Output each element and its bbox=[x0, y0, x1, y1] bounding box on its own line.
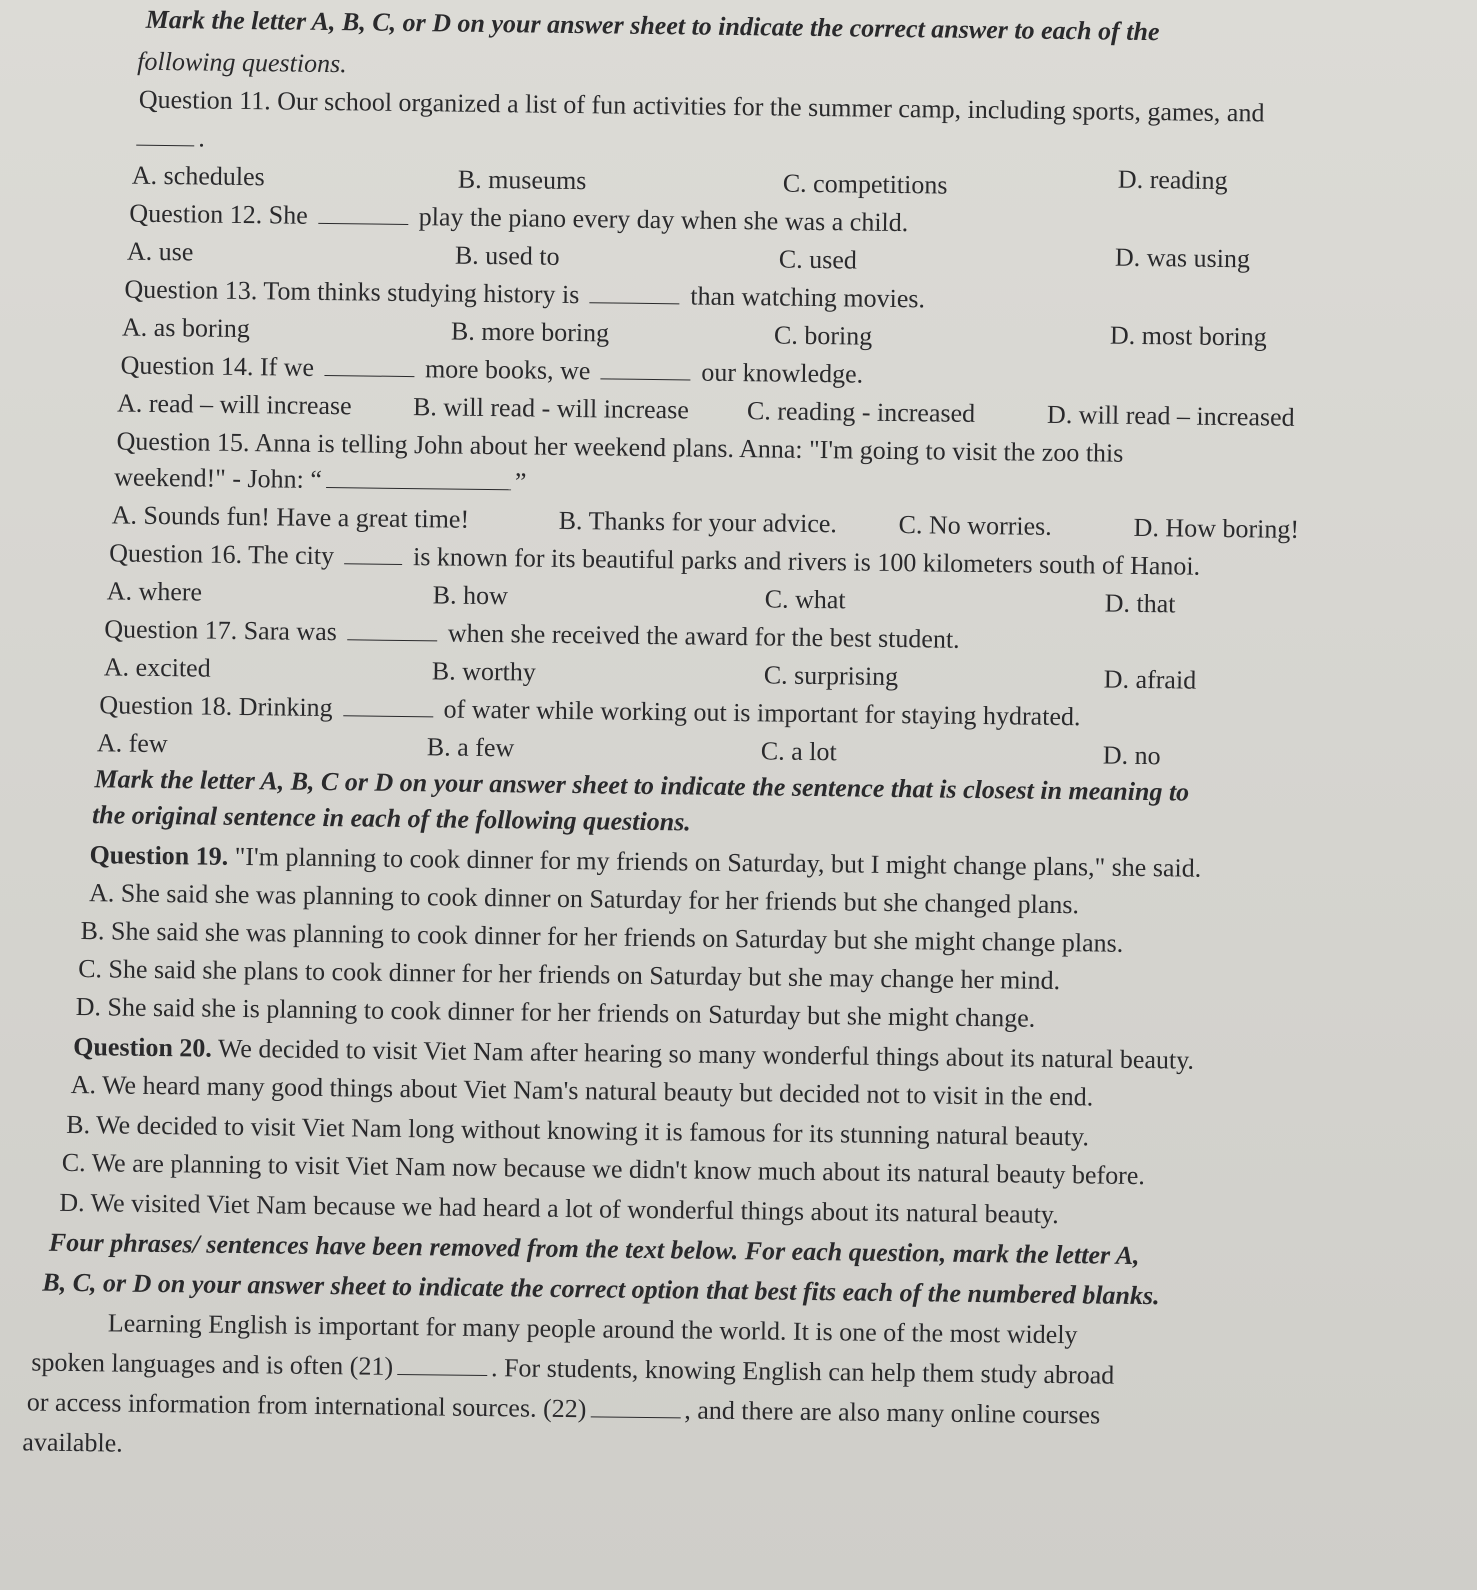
question-label: Question 18. bbox=[99, 690, 233, 721]
passage-line2 bbox=[31, 1346, 1114, 1391]
question-text-after: than watching movies. bbox=[690, 281, 926, 314]
question-label: Question 17. bbox=[104, 614, 238, 645]
passage-line4: available. bbox=[22, 1427, 123, 1458]
option-c: C. surprising bbox=[763, 660, 899, 692]
option-b: B. We decided to visit Viet Nam long without knowing it is famous for its stunning natural beauty. bbox=[66, 1109, 1090, 1152]
option-c: C. She said she plans to cook dinner for her friends on Saturday but she may change her mind. bbox=[77, 954, 1061, 996]
question-text-before: The city bbox=[247, 540, 335, 571]
option-a: A. She said she was planning to cook dinner on Saturday for her friends but she changed plans. bbox=[88, 878, 1080, 920]
option-c: C. what bbox=[764, 584, 846, 615]
section3-instruction-line1: Four phrases/ sentences have been removed from the text below. For each question, mark the letter A, bbox=[48, 1227, 1140, 1271]
option-d: D. We visited Viet Nam because we had heard a lot of wonderful things about its natural beauty. bbox=[59, 1187, 1059, 1230]
option-b: B. how bbox=[432, 580, 509, 611]
question-14 bbox=[120, 350, 863, 391]
passage-text-before-22: or access information from international sources. (22) bbox=[26, 1387, 587, 1424]
question-text: Anna is telling John about her weekend plans. Anna: "I'm going to visit the zoo this bbox=[254, 428, 1124, 468]
option-a: A. schedules bbox=[131, 160, 265, 192]
option-a: A. We heard many good things about Viet Nam's natural beauty but decided not to visit in the end. bbox=[70, 1069, 1094, 1112]
question-text-before: She bbox=[268, 200, 308, 230]
answer-blank bbox=[318, 201, 408, 225]
question-label: Question 14. bbox=[120, 350, 254, 382]
question-16 bbox=[109, 537, 1200, 582]
question-label: Question 15. bbox=[116, 426, 250, 458]
option-b: B. Thanks for your advice. bbox=[558, 505, 838, 539]
passage-text-after-22: , and there are also many online courses bbox=[684, 1395, 1101, 1430]
option-c: C. used bbox=[778, 244, 858, 275]
question-text-before: Drinking bbox=[238, 691, 333, 723]
option-d: D. was using bbox=[1114, 242, 1251, 274]
question-text-part3: our knowledge. bbox=[701, 357, 864, 389]
section1-instruction-line1: Mark the letter A, B, C, or D on your answer sheet to indicate the correct answer to each of the bbox=[145, 4, 1160, 47]
option-b: B. She said she was planning to cook dinner for her friends on Saturday but she might change plans. bbox=[80, 916, 1124, 958]
option-b: B. more boring bbox=[450, 316, 610, 348]
question-text: Our school organized a list of fun activities for the summer camp, including sports, games, and bbox=[277, 86, 1265, 128]
question-11-continuation: . bbox=[132, 122, 205, 155]
answer-blank bbox=[136, 123, 194, 147]
option-b: B. will read - will increase bbox=[412, 392, 690, 425]
passage-text-before-21: spoken languages and is often (21) bbox=[31, 1347, 394, 1381]
question-12 bbox=[129, 198, 908, 240]
question-19 bbox=[89, 839, 1201, 885]
question-17 bbox=[104, 613, 960, 655]
option-a: A. use bbox=[126, 236, 194, 267]
answer-blank bbox=[601, 356, 691, 380]
option-c: C. boring bbox=[773, 320, 873, 351]
question-label: Question 13. bbox=[124, 274, 258, 306]
option-a: A. read – will increase bbox=[116, 388, 352, 421]
option-a: A. few bbox=[96, 728, 168, 759]
question-text-after: play the piano every day when she was a child. bbox=[418, 202, 909, 238]
question-label: Question 12. bbox=[129, 198, 263, 230]
answer-blank bbox=[343, 693, 433, 717]
option-d: D. will read – increased bbox=[1046, 399, 1295, 432]
option-d: D. most boring bbox=[1109, 320, 1267, 352]
option-c: C. a lot bbox=[760, 736, 837, 767]
option-c: C. competitions bbox=[782, 168, 948, 200]
section2-instruction-line1: Mark the letter A, B, C or D on your answer sheet to indicate the sentence that is closest in meaning to bbox=[94, 764, 1190, 807]
question-text: We decided to visit Viet Nam after hearing so many wonderful things about its natural beauty. bbox=[217, 1033, 1195, 1075]
question-11 bbox=[139, 84, 1265, 130]
option-b: B. used to bbox=[454, 240, 560, 271]
question-text-before: Tom thinks studying history is bbox=[263, 276, 580, 310]
question-text-after: of water while working out is important for staying hydrated. bbox=[443, 694, 1081, 732]
option-a: A. as boring bbox=[121, 312, 251, 344]
option-d: D. How boring! bbox=[1133, 512, 1300, 544]
option-d: D. reading bbox=[1117, 164, 1228, 196]
option-c: C. No worries. bbox=[898, 510, 1052, 541]
question-text-part2: more books, we bbox=[424, 354, 591, 386]
question-label: Question 19. bbox=[89, 840, 229, 871]
question-text-after: ” bbox=[514, 467, 527, 497]
answer-blank-22 bbox=[590, 1394, 680, 1418]
answer-blank bbox=[324, 353, 414, 377]
option-a: A. excited bbox=[103, 652, 211, 683]
question-text: "I'm planning to cook dinner for my friends on Saturday, but I might change plans," she said. bbox=[234, 841, 1202, 883]
answer-blank bbox=[590, 280, 680, 304]
question-text-after: is known for its beautiful parks and rivers is 100 kilometers south of Hanoi. bbox=[412, 542, 1201, 581]
question-15-continuation bbox=[114, 461, 527, 498]
section2-instruction-line2: the original sentence in each of the following questions. bbox=[91, 800, 691, 837]
question-20 bbox=[73, 1031, 1194, 1077]
option-b: B. a few bbox=[426, 732, 515, 763]
question-label: Question 20. bbox=[73, 1031, 213, 1063]
answer-blank-21 bbox=[397, 1352, 487, 1376]
question-text-after: when she received the award for the best student. bbox=[447, 618, 960, 654]
option-c: C. We are planning to visit Viet Nam now because we didn't know much about its natural beauty before. bbox=[61, 1147, 1146, 1191]
option-d: D. that bbox=[1104, 588, 1176, 619]
question-18 bbox=[99, 689, 1080, 733]
question-text-part1: If we bbox=[259, 352, 315, 382]
question-13 bbox=[124, 274, 925, 316]
passage-line3 bbox=[27, 1386, 1101, 1431]
answer-blank bbox=[344, 541, 402, 565]
option-c: C. reading - increased bbox=[746, 396, 976, 428]
question-label: Question 16. bbox=[109, 538, 243, 569]
option-b: B. museums bbox=[457, 164, 587, 196]
option-d: D. She said she is planning to cook dinner for her friends on Saturday but she might change. bbox=[75, 992, 1036, 1033]
section3-instruction-line2: B, C, or D on your answer sheet to indicate the correct option that best fits each of the numbered blanks. bbox=[42, 1267, 1160, 1311]
answer-blank bbox=[347, 617, 437, 641]
question-label: Question 11. bbox=[138, 84, 271, 116]
option-a: A. Sounds fun! Have a great time! bbox=[111, 500, 470, 534]
option-a: A. where bbox=[106, 576, 203, 607]
question-text-before: Sara was bbox=[243, 616, 338, 647]
option-d: D. no bbox=[1102, 740, 1161, 771]
option-d: D. afraid bbox=[1103, 664, 1197, 695]
passage-text-after-21: . For students, knowing English can help them study abroad bbox=[490, 1353, 1115, 1390]
passage-line1: Learning English is important for many people around the world. It is one of the most widely bbox=[107, 1308, 1078, 1350]
answer-blank bbox=[326, 465, 511, 490]
section1-instruction-line2: following questions. bbox=[137, 46, 347, 79]
option-b: B. worthy bbox=[431, 656, 537, 687]
question-text-before: weekend!" - John: “ bbox=[114, 462, 323, 494]
